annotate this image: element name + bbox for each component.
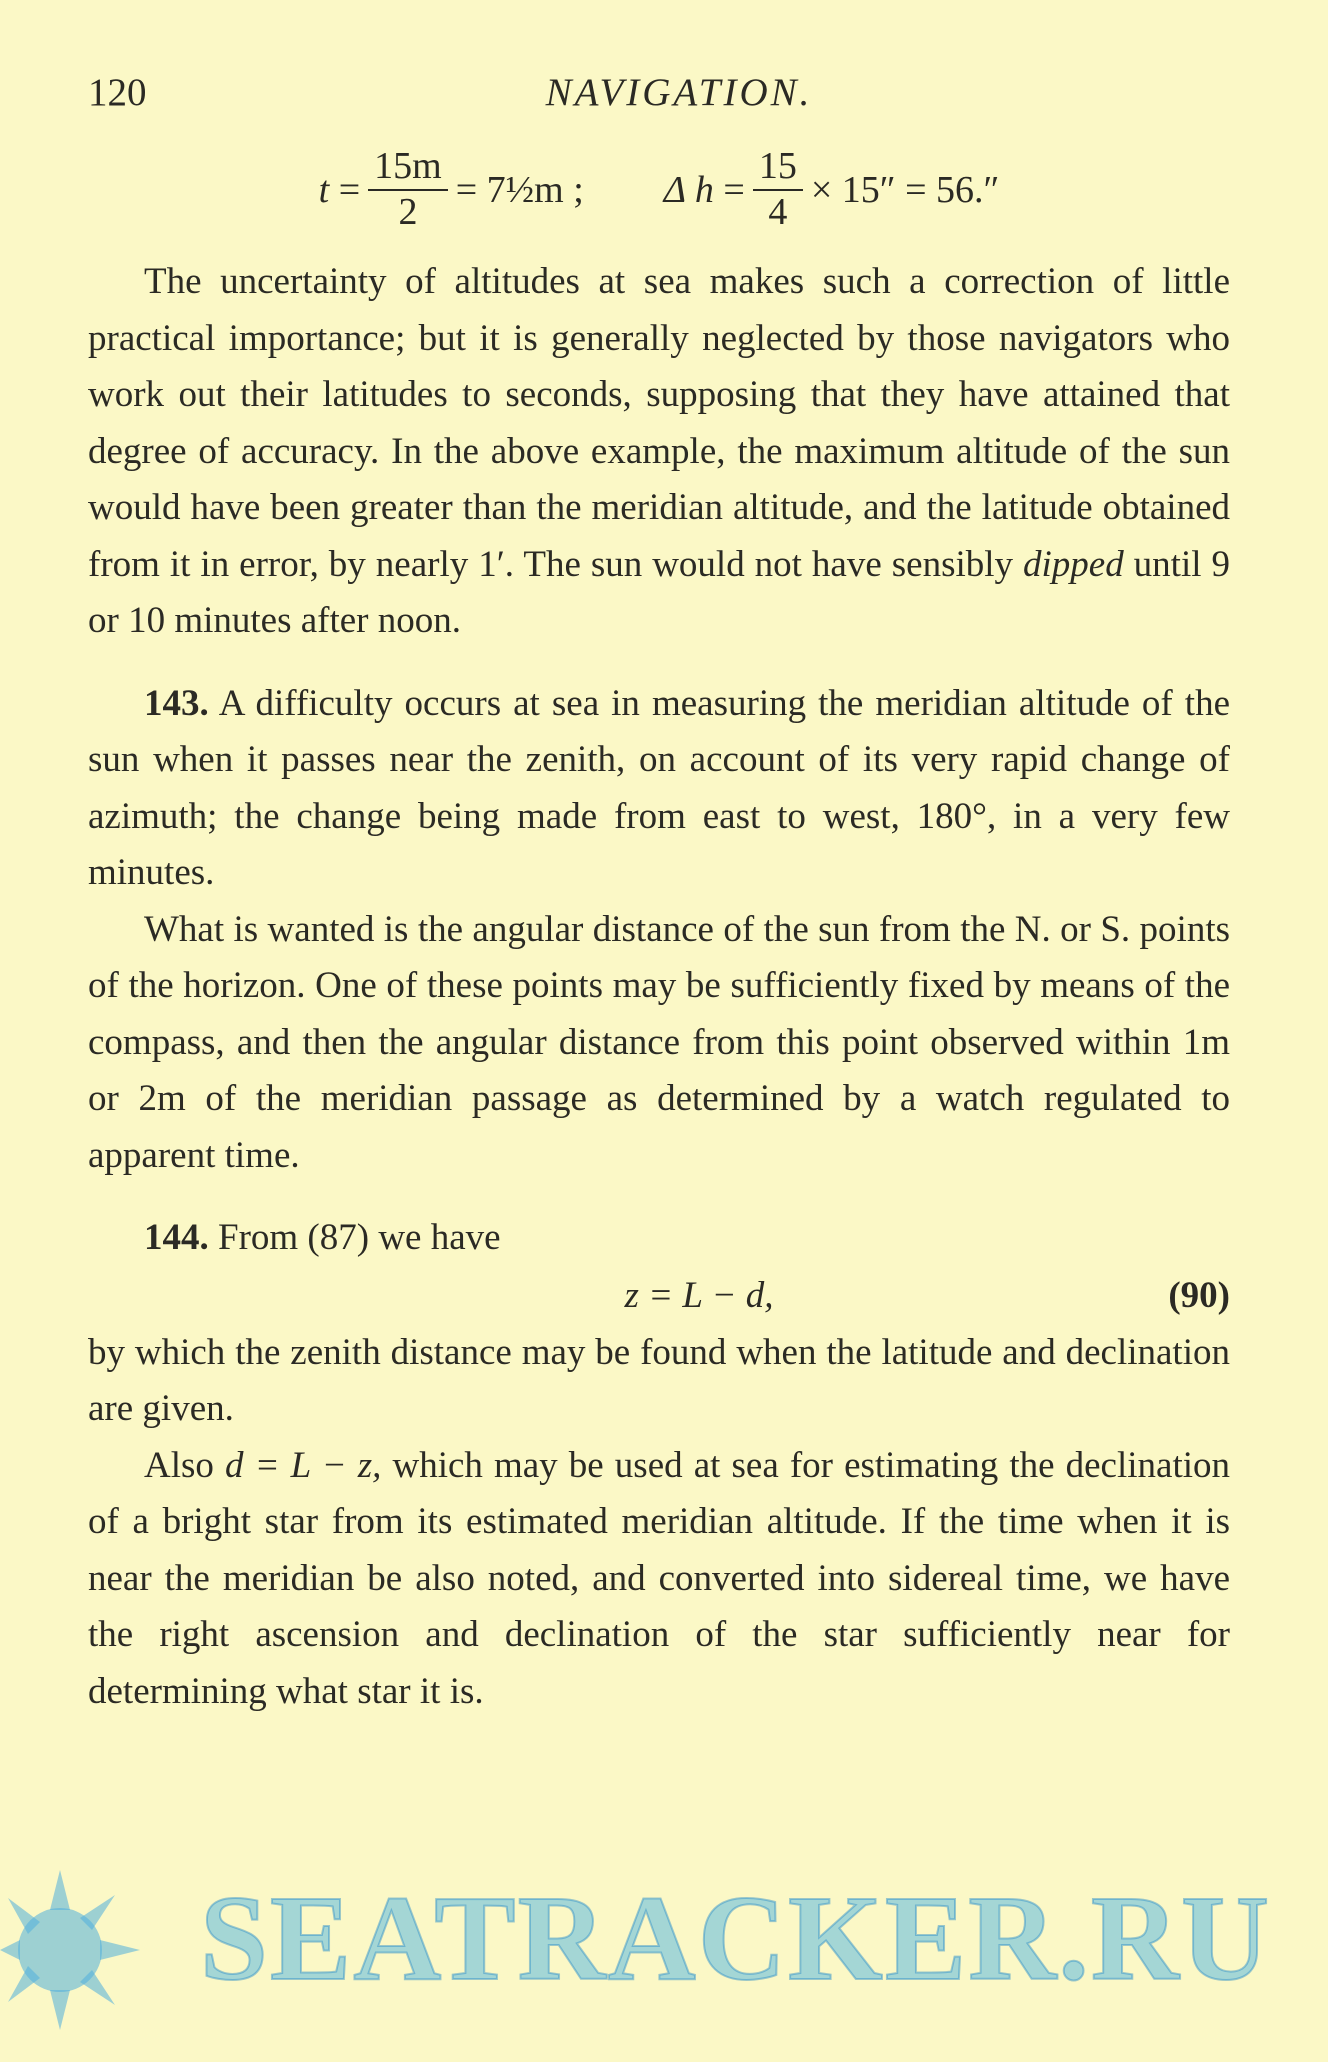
paragraph-declination-text-b: which may be used at sea for estimating the declination of a bright star from its estimated meridian altitude. If the time when it is near the meridian be also noted, and converted into sidereal time, we have the right ascension and declination of the star sufficiently near for determining what star it is. [88, 1444, 1230, 1712]
paragraph-declination-text-a: Also [144, 1444, 225, 1486]
formula-dh-fraction [753, 147, 803, 233]
watermark-sunburst-icon [0, 1850, 200, 2050]
section-144-number: 144. [144, 1217, 209, 1258]
paragraph-uncertainty-italic: dipped [1023, 543, 1124, 585]
running-head [88, 70, 1230, 126]
dh-denominator: 4 [768, 191, 788, 233]
paragraph-uncertainty-text-b: until 9 or 10 minutes after noon. [88, 543, 1230, 641]
formula-dh-result: × 15″ = 56.″ [810, 169, 1000, 211]
equation-90 [88, 1267, 1230, 1325]
section-144 [88, 1210, 1230, 1267]
equation-zenith: z = L − d, [624, 1274, 774, 1316]
formula-top: t = $\frac{15m}{2}$ = 7½m ; Δ h = $\frac{15}{4}$ × 15″ = 56.″ [318, 145, 1000, 233]
t-numerator: 15m [368, 147, 448, 191]
section-143-number: 143. [144, 682, 209, 724]
formula-t-fraction [368, 147, 448, 233]
paragraph-uncertainty [88, 254, 1230, 650]
paragraph-angular-distance: What is wanted is the angular distance of the sun from the N. or S. points of the horizon. One of these points may be sufficiently fixed by means of the compass, and then the angular distance from this point observed within 1m or 2m of the meridian passage as determined by a watch regulated to apparent time. [88, 908, 1230, 1176]
formula-dh-symbol: Δ h [663, 169, 714, 211]
paragraph-uncertainty-text-a: The uncertainty of altitudes at sea makes such a correction of little practical importance; but it is generally neglected by those navigators who work out their latitudes to seconds, supposing that they have attained that degree of accuracy. In the above example, the maximum altitude of the sun would have been greater than the meridian altitude, and the latitude obtained from it in error, by nearly 1′. The sun would not have sensibly [88, 261, 1230, 585]
section-143 [88, 676, 1230, 902]
page-number: 120 [88, 71, 147, 114]
section-143-text: A difficulty occurs at sea in measuring the meridian altitude of the sun when it passes near the zenith, on account of its very rapid change of azimuth; the change being made from east to west, 180°, in a very few minutes. [88, 682, 1230, 893]
t-denominator: 2 [398, 191, 418, 233]
paragraph-zenith-distance: by which the zenith distance may be found when the latitude and declination are given. [88, 1331, 1230, 1429]
section-144-text: From (87) we have [208, 1217, 501, 1258]
formula-t-result: = 7½m ; [455, 169, 584, 211]
formula-t-symbol: t [318, 169, 330, 211]
equation-number: (90) [1168, 1274, 1230, 1316]
dh-numerator: 15 [753, 147, 803, 191]
paragraph-declination [88, 1438, 1230, 1721]
page-body [88, 70, 1230, 1720]
paragraph-declination-equation: d = L − z, [225, 1444, 382, 1486]
running-title: NAVIGATION. [545, 71, 813, 114]
watermark-text: SEATRACKER.RU [200, 1871, 1272, 2006]
